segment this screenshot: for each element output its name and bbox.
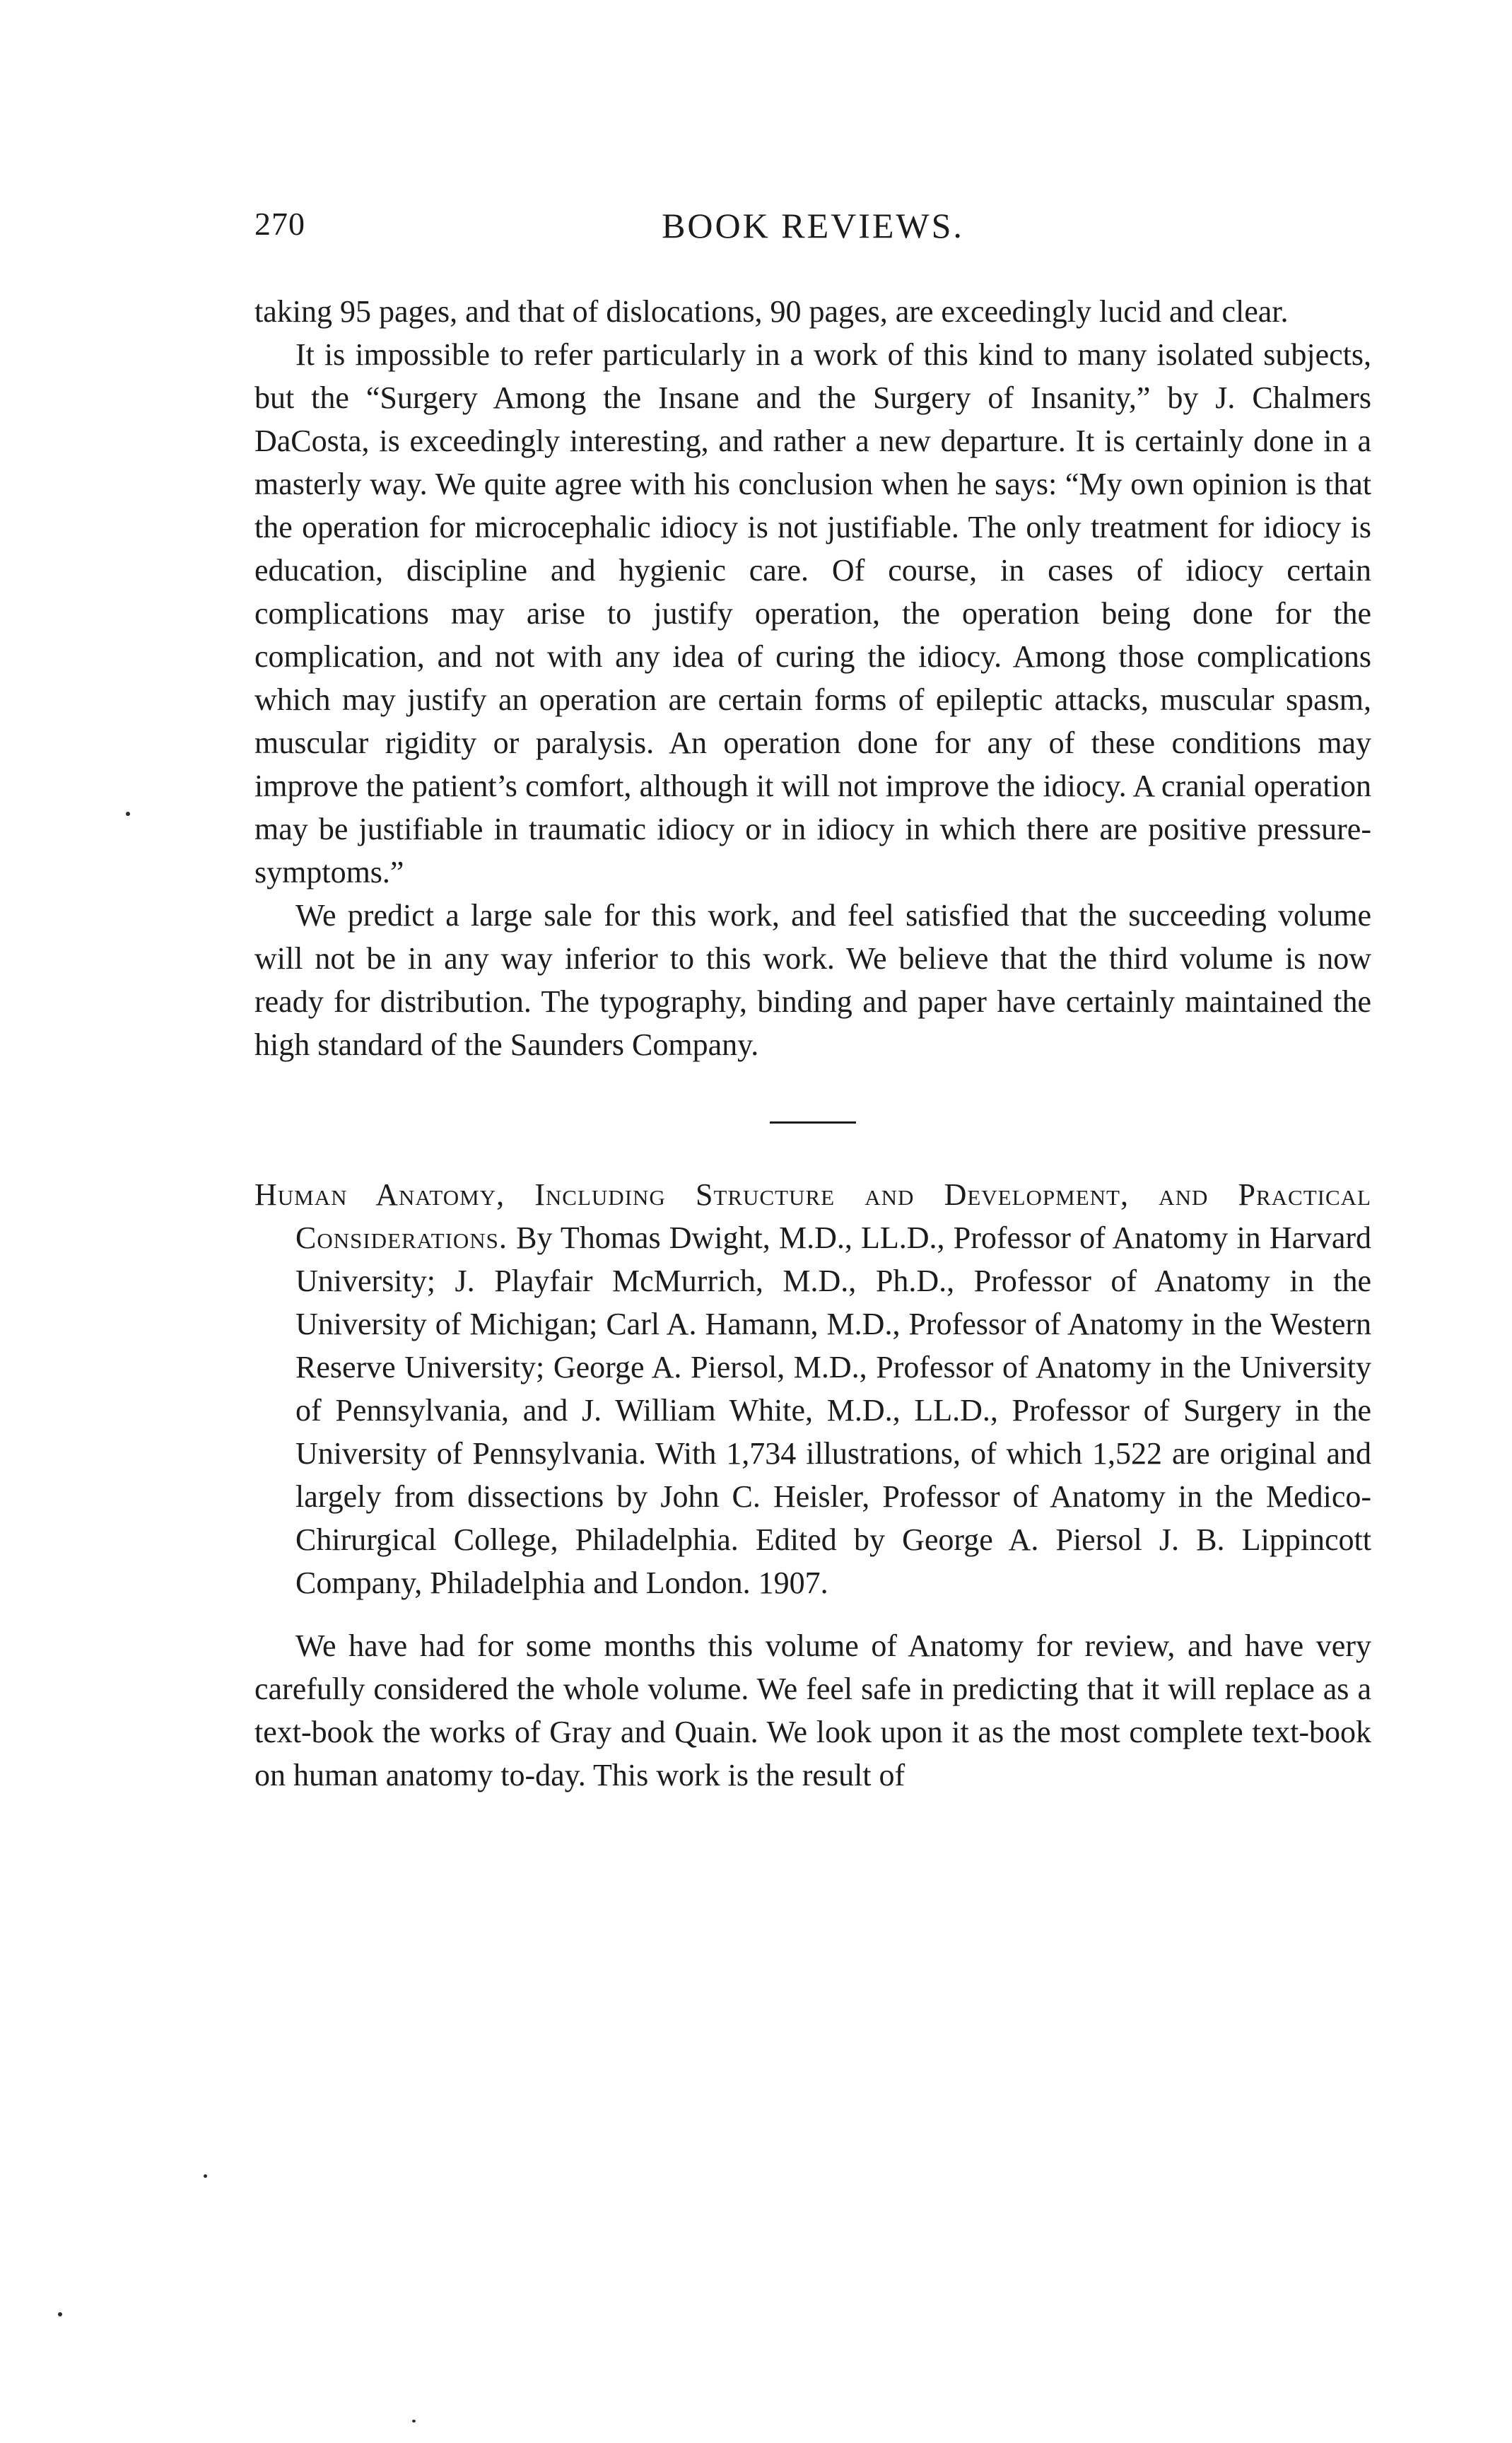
scan-speck [126,812,130,816]
book-page [254,205,1371,1797]
closing-paragraph: We predict a large sale for this work, and feel satisfied that the succeeding volume will not be in any way inferior to this work. We believe that the third volume is now ready for distribution. The typography, binding and paper have certainly maintained the high standard of the Saunders Company. [254,898,1371,1062]
review-book-title: Human Anatomy, Including Structure and Development, and Practical Considerations. [254,1177,1371,1255]
running-title: BOOK REVIEWS. [662,206,964,245]
scan-speck [204,2174,207,2178]
section-divider [770,1121,856,1124]
scan-speck [58,2312,62,2316]
review-heading [254,1173,1371,1604]
review-body-paragraph: We have had for some months this volume of Anatomy for review, and have very carefully considered the whole volume. We feel safe in predicting that it will replace as a text-book the works of Gray and Quain. We look upon it as the most complete text-book on human anatomy to-day. This work is the result of [254,1628,1371,1792]
scan-speck [412,2420,416,2422]
dacosta-paragraph: It is impossible to refer particularly in a work of this kind to many isolated subjects, but the “Surgery Among the Insane and the Surgery of Insanity,” by J. Chalmers DaCosta, is exceedingly interesting, and rather a new departure. It is certainly done in a masterly way. We quite agree with his conclusion when he says: “My own opinion is that the operation for microcephalic idiocy is not justifiable. The only treatment for idiocy is education, discipline and hygienic care. Of course, in cases of idiocy certain complications may arise to justify operation, the operation being done for the complication, and not with any idea of curing the idiocy. Among those complications which may justify an operation are certain forms of epileptic attacks, muscular spasm, muscular rigidity or paralysis. An operation done for any of these conditions may improve the patient’s comfort, although it will not improve the idiocy. A cranial operation may be justifiable in traumatic idiocy or in idiocy in which there are positive pressure-symptoms.” [254,337,1371,890]
page-header [254,205,1371,269]
review-citation: By Thomas Dwight, M.D., LL.D., Professor of Anatomy in Harvard University; J. Playfair McMurrich, M.D., Ph.D., Professor of Anatomy in the University of Michigan; Carl A. Hamann, M.D., Professor of Anatomy in the Western Reserve University; George A. Piersol, M.D., Professor of Anatomy in the University of Pennsylvania, and J. William White, M.D., LL.D., Professor of Surgery in the University of Pennsylvania. With 1,734 illustrations, of which 1,522 are original and largely from dissections by John C. Heisler, Professor of Anatomy in the Medico-Chirurgical College, Philadelphia. Edited by George A. Piersol J. B. Lippincott Company, Philadelphia and London. 1907. [295,1220,1371,1600]
page-number: 270 [254,206,305,242]
continued-paragraph: taking 95 pages, and that of dislocations, 90 pages, are exceedingly lucid and clear. [254,294,1289,329]
